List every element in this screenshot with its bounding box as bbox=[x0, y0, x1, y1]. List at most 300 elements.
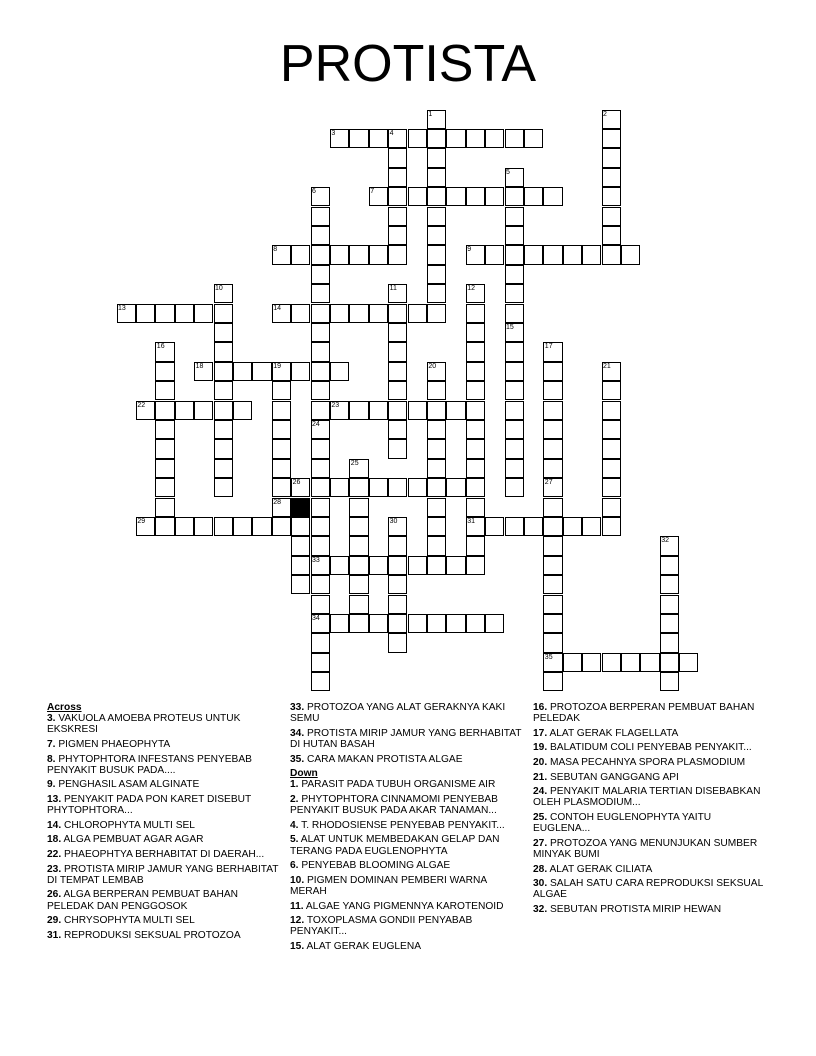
grid-cell[interactable] bbox=[408, 304, 427, 323]
clue-number-label: 17 bbox=[544, 343, 553, 351]
grid-cell[interactable] bbox=[602, 245, 621, 264]
grid-cell[interactable] bbox=[602, 653, 621, 672]
clue-number-label: 35 bbox=[544, 653, 553, 661]
grid-cell[interactable] bbox=[291, 536, 310, 555]
grid-cell[interactable] bbox=[155, 401, 174, 420]
grid-cell[interactable] bbox=[311, 401, 330, 420]
grid-cell[interactable] bbox=[311, 517, 330, 536]
grid-cell[interactable] bbox=[388, 381, 407, 400]
grid-cell[interactable] bbox=[505, 207, 524, 226]
grid-cell[interactable] bbox=[136, 304, 155, 323]
grid-cell[interactable] bbox=[388, 342, 407, 361]
grid-cell[interactable] bbox=[291, 362, 310, 381]
clue-number-label: 6 bbox=[312, 188, 316, 196]
grid-cell[interactable] bbox=[524, 245, 543, 264]
across-clue bbox=[47, 849, 283, 860]
grid-cell[interactable] bbox=[330, 614, 349, 633]
down-clue bbox=[290, 779, 526, 790]
grid-cell[interactable] bbox=[660, 614, 679, 633]
clue-number: 20. bbox=[533, 756, 548, 768]
down-clue bbox=[290, 941, 526, 952]
grid-cell[interactable] bbox=[388, 614, 407, 633]
down-clue bbox=[533, 757, 769, 768]
grid-cell[interactable] bbox=[349, 595, 368, 614]
grid-cell[interactable] bbox=[427, 207, 446, 226]
grid-cell[interactable] bbox=[427, 187, 446, 206]
grid-cell[interactable] bbox=[311, 672, 330, 691]
grid-cell[interactable] bbox=[311, 323, 330, 342]
grid-cell[interactable] bbox=[602, 168, 621, 187]
across-clue bbox=[47, 889, 283, 911]
grid-cell[interactable] bbox=[485, 517, 504, 536]
grid-cell[interactable] bbox=[466, 381, 485, 400]
grid-cell[interactable] bbox=[466, 614, 485, 633]
grid-cell[interactable] bbox=[602, 187, 621, 206]
grid-cell[interactable] bbox=[291, 575, 310, 594]
grid-cell[interactable] bbox=[214, 478, 233, 497]
grid-cell[interactable] bbox=[505, 342, 524, 361]
grid-cell[interactable] bbox=[602, 498, 621, 517]
grid-cell[interactable] bbox=[408, 478, 427, 497]
grid-cell[interactable] bbox=[311, 362, 330, 381]
grid-cell[interactable] bbox=[563, 653, 582, 672]
grid-cell[interactable] bbox=[660, 556, 679, 575]
grid-cell[interactable] bbox=[602, 517, 621, 536]
grid-cell[interactable] bbox=[505, 420, 524, 439]
grid-cell[interactable] bbox=[505, 517, 524, 536]
grid-cell[interactable] bbox=[194, 401, 213, 420]
grid-cell[interactable] bbox=[640, 653, 659, 672]
clue-number-label: 8 bbox=[273, 246, 278, 254]
grid-cell[interactable] bbox=[466, 304, 485, 323]
clue-number: 29. bbox=[47, 915, 62, 927]
grid-cell[interactable] bbox=[505, 439, 524, 458]
grid-cell[interactable] bbox=[427, 439, 446, 458]
grid-cell[interactable] bbox=[485, 129, 504, 148]
grid-cell[interactable] bbox=[311, 653, 330, 672]
grid-cell[interactable] bbox=[175, 517, 194, 536]
grid-cell[interactable] bbox=[543, 517, 562, 536]
grid-cell[interactable] bbox=[311, 207, 330, 226]
clue-text: PROTISTA MIRIP JAMUR YANG BERHABITAT DI TEMPAT LEMBAB bbox=[47, 863, 279, 886]
clue-number-label: 19 bbox=[273, 362, 281, 370]
clue-text: PHYTOPHTORA INFESTANS PENYEBAB PENYAKIT BUSUK PADA.... bbox=[47, 753, 252, 776]
grid-cell[interactable] bbox=[388, 168, 407, 187]
grid-cell[interactable] bbox=[466, 187, 485, 206]
clue-text: ALGA BERPERAN PEMBUAT BAHAN PELEDAK DAN PENGGOSOK bbox=[47, 889, 238, 912]
grid-cell[interactable] bbox=[582, 653, 601, 672]
clue-number: 1. bbox=[290, 779, 299, 791]
grid-cell[interactable] bbox=[602, 381, 621, 400]
grid-cell[interactable] bbox=[330, 304, 349, 323]
clue-text: PROTOZOA BERPERAN PEMBUAT BAHAN PELEDAK bbox=[533, 702, 755, 725]
grid-cell[interactable] bbox=[602, 129, 621, 148]
grid-cell[interactable] bbox=[388, 633, 407, 652]
down-clue bbox=[533, 838, 769, 860]
grid-cell[interactable] bbox=[233, 517, 252, 536]
clue-number-label: 31 bbox=[467, 517, 475, 525]
grid-cell[interactable] bbox=[427, 420, 446, 439]
grid-cell[interactable] bbox=[505, 284, 524, 303]
grid-cell[interactable] bbox=[427, 304, 446, 323]
clue-number: 15. bbox=[290, 940, 305, 952]
grid-cell[interactable] bbox=[427, 226, 446, 245]
grid-cell[interactable] bbox=[543, 614, 562, 633]
clue-number: 24. bbox=[533, 786, 548, 798]
grid-cell[interactable] bbox=[155, 439, 174, 458]
grid-cell[interactable] bbox=[505, 478, 524, 497]
grid-cell[interactable] bbox=[349, 614, 368, 633]
clue-number: 10. bbox=[290, 874, 305, 886]
grid-cell[interactable] bbox=[466, 556, 485, 575]
grid-cell[interactable] bbox=[505, 459, 524, 478]
grid-cell[interactable] bbox=[505, 226, 524, 245]
clues-column-3 bbox=[533, 702, 769, 919]
grid-cell[interactable] bbox=[272, 459, 291, 478]
grid-cell[interactable] bbox=[311, 245, 330, 264]
grid-cell[interactable] bbox=[233, 401, 252, 420]
grid-cell[interactable] bbox=[563, 517, 582, 536]
grid-cell[interactable] bbox=[505, 129, 524, 148]
grid-cell[interactable] bbox=[563, 245, 582, 264]
grid-cell[interactable] bbox=[214, 420, 233, 439]
grid-cell[interactable] bbox=[621, 653, 640, 672]
grid-cell[interactable] bbox=[543, 245, 562, 264]
grid-cell[interactable] bbox=[446, 187, 465, 206]
grid-cell[interactable] bbox=[543, 575, 562, 594]
grid-cell[interactable] bbox=[349, 478, 368, 497]
clue-text: T. RHODOSIENSE PENYEBAB PENYAKIT... bbox=[298, 819, 505, 831]
grid-cell[interactable] bbox=[543, 362, 562, 381]
grid-cell[interactable] bbox=[427, 614, 446, 633]
grid-cell[interactable] bbox=[388, 187, 407, 206]
grid-cell[interactable] bbox=[272, 420, 291, 439]
clue-number-label: 25 bbox=[350, 459, 359, 467]
grid-cell[interactable] bbox=[446, 478, 465, 497]
grid-cell[interactable] bbox=[291, 304, 310, 323]
grid-cell[interactable] bbox=[602, 226, 621, 245]
grid-cell[interactable] bbox=[505, 187, 524, 206]
grid-cell[interactable] bbox=[311, 265, 330, 284]
grid-cell[interactable] bbox=[446, 129, 465, 148]
grid-cell[interactable] bbox=[291, 517, 310, 536]
grid-cell[interactable] bbox=[175, 401, 194, 420]
grid-cell[interactable] bbox=[602, 420, 621, 439]
grid-cell[interactable] bbox=[524, 517, 543, 536]
grid-cell[interactable] bbox=[272, 439, 291, 458]
grid-cell[interactable] bbox=[408, 187, 427, 206]
grid-cell[interactable] bbox=[291, 556, 310, 575]
clue-text: PIGMEN DOMINAN PEMBERI WARNA MERAH bbox=[290, 874, 487, 897]
clue-number-label: 18 bbox=[195, 362, 204, 370]
grid-cell[interactable] bbox=[311, 595, 330, 614]
grid-cell[interactable] bbox=[505, 401, 524, 420]
grid-cell[interactable] bbox=[543, 420, 562, 439]
grid-cell[interactable] bbox=[369, 245, 388, 264]
grid-cell[interactable] bbox=[505, 265, 524, 284]
grid-cell[interactable] bbox=[369, 478, 388, 497]
grid-cell[interactable] bbox=[524, 187, 543, 206]
grid-cell[interactable] bbox=[427, 536, 446, 555]
grid-cell[interactable] bbox=[388, 245, 407, 264]
grid-cell[interactable] bbox=[446, 401, 465, 420]
grid-cell[interactable] bbox=[679, 653, 698, 672]
grid-cell[interactable] bbox=[543, 439, 562, 458]
grid-cell[interactable] bbox=[660, 653, 679, 672]
grid-cell[interactable] bbox=[543, 187, 562, 206]
grid-cell[interactable] bbox=[427, 148, 446, 167]
grid-cell[interactable] bbox=[311, 226, 330, 245]
grid-cell[interactable] bbox=[388, 226, 407, 245]
grid-cell[interactable] bbox=[349, 245, 368, 264]
grid-cell[interactable] bbox=[602, 148, 621, 167]
grid-cell[interactable] bbox=[214, 459, 233, 478]
grid-cell[interactable] bbox=[272, 517, 291, 536]
grid-cell[interactable] bbox=[155, 381, 174, 400]
grid-cell[interactable] bbox=[660, 633, 679, 652]
grid-cell[interactable] bbox=[194, 304, 213, 323]
grid-cell[interactable] bbox=[427, 459, 446, 478]
grid-cell[interactable] bbox=[543, 536, 562, 555]
grid-cell[interactable] bbox=[466, 439, 485, 458]
grid-cell[interactable] bbox=[272, 401, 291, 420]
grid-cell[interactable] bbox=[543, 556, 562, 575]
grid-cell[interactable] bbox=[388, 575, 407, 594]
grid-cell[interactable] bbox=[311, 575, 330, 594]
grid-cell[interactable] bbox=[214, 439, 233, 458]
grid-cell[interactable] bbox=[602, 459, 621, 478]
grid-cell[interactable] bbox=[621, 245, 640, 264]
grid-cell[interactable] bbox=[466, 323, 485, 342]
grid-cell[interactable] bbox=[349, 556, 368, 575]
grid-cell[interactable] bbox=[388, 148, 407, 167]
grid-cell[interactable] bbox=[388, 362, 407, 381]
grid-cell[interactable] bbox=[330, 362, 349, 381]
grid-cell[interactable] bbox=[155, 420, 174, 439]
down-clue bbox=[533, 878, 769, 900]
grid-cell[interactable] bbox=[349, 536, 368, 555]
grid-cell[interactable] bbox=[155, 459, 174, 478]
grid-cell[interactable] bbox=[543, 459, 562, 478]
grid-cell[interactable] bbox=[388, 478, 407, 497]
grid-cell[interactable] bbox=[214, 362, 233, 381]
grid-cell[interactable] bbox=[466, 342, 485, 361]
grid-cell[interactable] bbox=[369, 304, 388, 323]
grid-cell[interactable] bbox=[388, 439, 407, 458]
grid-cell[interactable] bbox=[311, 439, 330, 458]
grid-cell[interactable] bbox=[543, 672, 562, 691]
grid-cell[interactable] bbox=[427, 478, 446, 497]
grid-cell[interactable] bbox=[505, 245, 524, 264]
grid-cell[interactable] bbox=[214, 304, 233, 323]
grid-cell[interactable] bbox=[311, 381, 330, 400]
grid-cell[interactable] bbox=[485, 614, 504, 633]
grid-cell[interactable] bbox=[252, 517, 271, 536]
grid-cell[interactable] bbox=[466, 536, 485, 555]
clue-number-label: 15 bbox=[506, 323, 514, 331]
grid-cell[interactable] bbox=[155, 517, 174, 536]
down-clue bbox=[533, 742, 769, 753]
grid-cell[interactable] bbox=[388, 556, 407, 575]
clue-number: 16. bbox=[533, 702, 548, 713]
grid-cell[interactable] bbox=[582, 245, 601, 264]
clue-number-label: 7 bbox=[370, 188, 375, 196]
grid-cell[interactable] bbox=[485, 187, 504, 206]
across-clue bbox=[47, 779, 283, 790]
grid-cell[interactable] bbox=[602, 478, 621, 497]
clue-number-label: 21 bbox=[603, 362, 611, 370]
clue-text: ALGAE YANG PIGMENNYA KAROTENOID bbox=[303, 900, 504, 912]
grid-cell[interactable] bbox=[505, 304, 524, 323]
grid-cell[interactable] bbox=[408, 401, 427, 420]
grid-cell[interactable] bbox=[214, 323, 233, 342]
grid-cell[interactable] bbox=[524, 129, 543, 148]
grid-cell[interactable] bbox=[233, 362, 252, 381]
grid-cell[interactable] bbox=[427, 265, 446, 284]
clue-text: PROTOZOA YANG MENUNJUKAN SUMBER MINYAK BUMI bbox=[533, 837, 758, 860]
clue-number: 17. bbox=[533, 727, 548, 739]
grid-cell[interactable] bbox=[214, 517, 233, 536]
grid-cell[interactable] bbox=[505, 362, 524, 381]
grid-cell[interactable] bbox=[388, 595, 407, 614]
clue-number-label: 3 bbox=[331, 129, 336, 137]
grid-cell[interactable] bbox=[272, 478, 291, 497]
grid-cell[interactable] bbox=[349, 575, 368, 594]
grid-cell[interactable] bbox=[408, 614, 427, 633]
grid-cell[interactable] bbox=[543, 498, 562, 517]
grid-cell[interactable] bbox=[543, 401, 562, 420]
clue-number-label: 30 bbox=[389, 517, 398, 525]
clue-number: 18. bbox=[47, 834, 62, 846]
clue-text: TOXOPLASMA GONDII PENYABAB PENYAKIT... bbox=[290, 915, 473, 938]
grid-cell[interactable] bbox=[602, 439, 621, 458]
grid-cell[interactable] bbox=[466, 498, 485, 517]
grid-cell[interactable] bbox=[446, 614, 465, 633]
grid-cell[interactable] bbox=[155, 498, 174, 517]
grid-cell[interactable] bbox=[194, 517, 213, 536]
clue-text: PROTISTA MIRIP JAMUR YANG BERHABITAT DI HUTAN BASAH bbox=[290, 727, 522, 750]
grid-cell[interactable] bbox=[291, 245, 310, 264]
across-clue bbox=[290, 702, 526, 724]
grid-cell[interactable] bbox=[466, 129, 485, 148]
grid-cell[interactable] bbox=[369, 401, 388, 420]
grid-cell[interactable] bbox=[466, 362, 485, 381]
grid-cell[interactable] bbox=[543, 381, 562, 400]
grid-cell[interactable] bbox=[660, 575, 679, 594]
grid-cell[interactable] bbox=[349, 129, 368, 148]
grid-cell[interactable] bbox=[214, 342, 233, 361]
grid-cell[interactable] bbox=[660, 595, 679, 614]
grid-cell[interactable] bbox=[466, 478, 485, 497]
grid-cell[interactable] bbox=[369, 129, 388, 148]
grid-cell[interactable] bbox=[155, 304, 174, 323]
grid-cell[interactable] bbox=[369, 556, 388, 575]
clue-number: 27. bbox=[533, 837, 548, 849]
grid-cell[interactable] bbox=[427, 168, 446, 187]
across-clue bbox=[47, 915, 283, 926]
grid-cell[interactable] bbox=[214, 381, 233, 400]
grid-cell[interactable] bbox=[427, 401, 446, 420]
grid-cell[interactable] bbox=[272, 381, 291, 400]
grid-cell[interactable] bbox=[543, 633, 562, 652]
clue-number: 25. bbox=[533, 811, 548, 823]
grid-cell[interactable] bbox=[427, 245, 446, 264]
grid-cell[interactable] bbox=[543, 595, 562, 614]
grid-cell[interactable] bbox=[388, 304, 407, 323]
across-clue bbox=[290, 728, 526, 750]
grid-cell[interactable] bbox=[466, 459, 485, 478]
grid-cell[interactable] bbox=[466, 420, 485, 439]
grid-cell[interactable] bbox=[311, 536, 330, 555]
grid-cell[interactable] bbox=[311, 633, 330, 652]
clue-number: 7. bbox=[47, 739, 56, 750]
grid-cell[interactable] bbox=[155, 362, 174, 381]
grid-cell[interactable] bbox=[349, 304, 368, 323]
grid-cell[interactable] bbox=[408, 556, 427, 575]
clue-number-label: 32 bbox=[661, 537, 669, 545]
grid-cell[interactable] bbox=[330, 245, 349, 264]
clue-number: 9. bbox=[47, 779, 56, 791]
grid-cell[interactable] bbox=[349, 517, 368, 536]
grid-cell[interactable] bbox=[408, 129, 427, 148]
grid-cell[interactable] bbox=[349, 401, 368, 420]
grid-cell[interactable] bbox=[485, 245, 504, 264]
grid-cell[interactable] bbox=[175, 304, 194, 323]
clue-number: 35. bbox=[290, 753, 305, 765]
grid-cell[interactable] bbox=[311, 478, 330, 497]
clue-text: PENYAKIT PADA PON KARET DISEBUT PHYTOPHTORA... bbox=[47, 793, 252, 817]
grid-cell[interactable] bbox=[602, 207, 621, 226]
clue-text: CHRYSOPHYTA MULTI SEL bbox=[61, 915, 195, 927]
grid-cell[interactable] bbox=[330, 556, 349, 575]
grid-cell[interactable] bbox=[311, 304, 330, 323]
clue-number: 5. bbox=[290, 834, 299, 846]
clue-number: 12. bbox=[290, 915, 305, 927]
grid-cell[interactable] bbox=[582, 517, 601, 536]
grid-cell[interactable] bbox=[446, 556, 465, 575]
grid-cell[interactable] bbox=[252, 362, 271, 381]
grid-cell[interactable] bbox=[660, 672, 679, 691]
grid-cell[interactable] bbox=[155, 478, 174, 497]
grid-cell[interactable] bbox=[388, 323, 407, 342]
grid-cell[interactable] bbox=[427, 498, 446, 517]
grid-cell[interactable] bbox=[427, 381, 446, 400]
grid-cell[interactable] bbox=[602, 401, 621, 420]
grid-cell[interactable] bbox=[311, 498, 330, 517]
grid-cell[interactable] bbox=[388, 420, 407, 439]
grid-cell[interactable] bbox=[505, 381, 524, 400]
grid-cell[interactable] bbox=[427, 556, 446, 575]
across-clue bbox=[290, 754, 526, 765]
clue-text: PIGMEN PHAEOPHYTA bbox=[55, 739, 171, 750]
grid-cell[interactable] bbox=[311, 284, 330, 303]
across-clue bbox=[47, 739, 283, 750]
grid-cell[interactable] bbox=[369, 614, 388, 633]
grid-cell[interactable] bbox=[427, 284, 446, 303]
grid-cell[interactable] bbox=[311, 342, 330, 361]
grid-cell[interactable] bbox=[349, 498, 368, 517]
grid-cell[interactable] bbox=[466, 401, 485, 420]
grid-cell[interactable] bbox=[388, 401, 407, 420]
grid-cell[interactable] bbox=[311, 459, 330, 478]
grid-cell[interactable] bbox=[330, 478, 349, 497]
clues-column-2 bbox=[290, 702, 526, 956]
grid-cell[interactable] bbox=[214, 401, 233, 420]
grid-cell[interactable] bbox=[427, 129, 446, 148]
grid-cell[interactable] bbox=[388, 536, 407, 555]
grid-cell[interactable] bbox=[388, 207, 407, 226]
grid-cell[interactable] bbox=[427, 517, 446, 536]
